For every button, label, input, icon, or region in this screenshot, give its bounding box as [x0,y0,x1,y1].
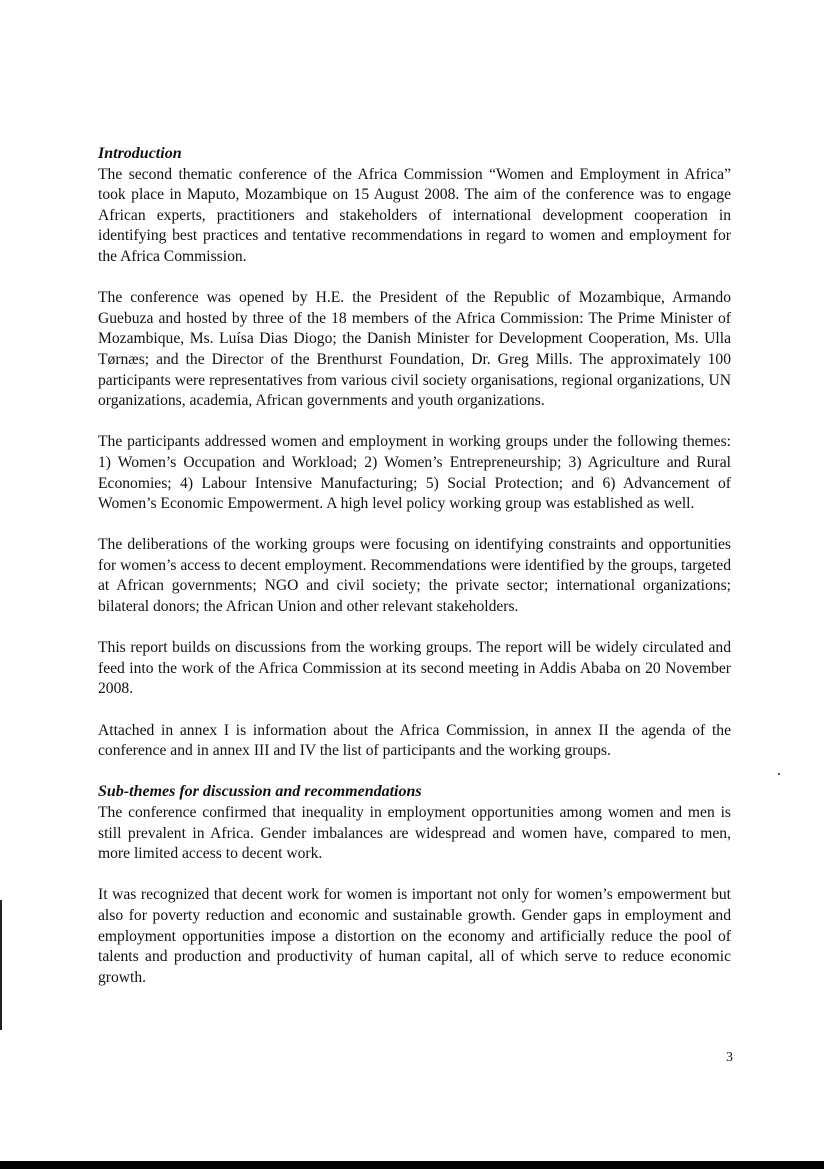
sub-themes-section [98,782,731,988]
introduction-section [98,144,731,762]
scan-artifact-bottom-bar [0,1161,824,1169]
section-heading-introduction: Introduction [98,145,182,162]
paragraph: This report builds on discussions from the working groups. The report will be widely circulated and feed into the work of the Africa Commission at its second meeting in Addis Ababa on 20 November 2008. [98,639,731,698]
page-number: 3 [726,1050,733,1065]
section-heading-sub-themes: Sub-themes for discussion and recommendations [98,783,422,801]
paragraph: The deliberations of the working groups were focusing on identifying constraints and opportunities for women’s access to decent employment. Recommendations were identified by the groups, targeted at African governments; NGO and civil society; the private sector; international organizations; bilateral donors; the African Union and other relevant stakeholders. [98,536,731,616]
paragraph: The conference confirmed that inequality in employment opportunities among women and men is still prevalent in Africa. Gender imbalances are widespread and women have, compared to men, more limited access to decent work. [98,804,731,863]
paragraph: The participants addressed women and employment in working groups under the following themes: 1) Women’s Occupation and Workload; 2) Women’s Entrepreneurship; 3) Agriculture and Rural Economies; 4) Labour Intensive Manufacturing; 5) Social Protection; and 6) Advancement of Women’s Economic Empowerment. A high level policy working group was established as well. [98,433,731,513]
paragraph: The second thematic conference of the Africa Commission “Women and Employment in Africa” took place in Maputo, Mozambique on 15 August 2008. The aim of the conference was to engage African experts, practitioners and stakeholders of international development cooperation in identifying best practices and tentative recommendations in regard to women and employment for the Africa Commission. [98,165,731,265]
page-body [98,144,731,1009]
paragraph: The conference was opened by H.E. the President of the Republic of Mozambique, Armando Guebuza and hosted by three of the 18 members of the Africa Commission: The Prime Minister of Mozambique, Ms. Luísa Dias Diogo; the Danish Minister for Development Cooperation, Ms. Ulla Tørnæs; and the Director of the Brenthurst Foundation, Dr. Greg Mills. The approximately 100 participants were representatives from various civil society organisations, regional organizations, UN organizations, academia, African governments and youth organizations. [98,289,731,410]
paragraph: Attached in annex I is information about the Africa Commission, in annex II the agenda of the conference and in annex III and IV the list of participants and the working groups. [98,721,731,760]
scan-artifact-left-edge [0,900,2,1030]
paragraph: It was recognized that decent work for women is important not only for women’s empowerment but also for poverty reduction and economic and sustainable growth. Gender gaps in employment and employment opportunities impose a distortion on the economy and artificially reduce the pool of talents and production and productivity of human capital, all of which serve to reduce economic growth. [98,886,731,986]
scan-artifact-dot [778,773,780,775]
